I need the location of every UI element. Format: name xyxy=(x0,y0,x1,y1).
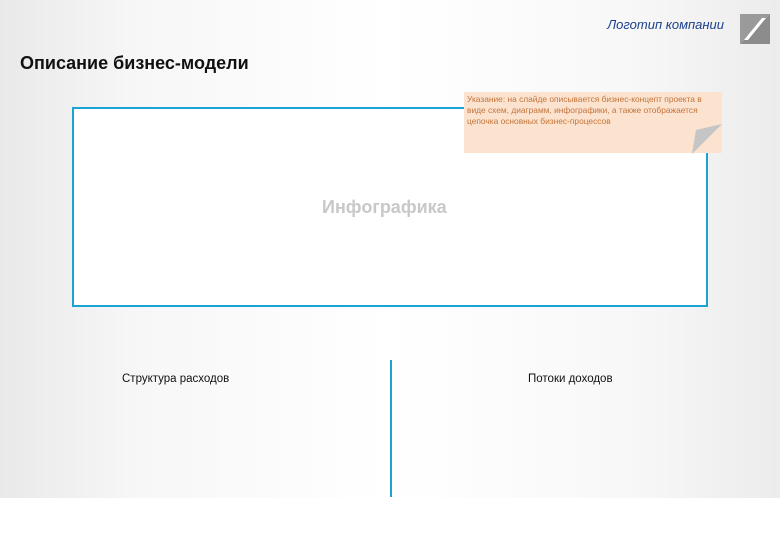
infographic-placeholder: Инфографика xyxy=(322,197,447,217)
note-fold-icon xyxy=(692,124,722,154)
company-logo-text: Логотип компании xyxy=(607,17,724,32)
page-footer-area xyxy=(0,498,780,540)
instruction-note xyxy=(464,92,722,153)
instruction-note-text: Указание: на слайде описывается бизнес-концепт проекта в виде схем, диаграмм, инфографики, а также отображается цепочка основных бизнес-процессов xyxy=(467,94,702,126)
section-divider xyxy=(390,360,392,497)
page-title: Описание бизнес-модели xyxy=(20,53,249,73)
revenue-streams-heading: Потоки доходов xyxy=(528,373,613,385)
slash-square-icon xyxy=(740,14,770,44)
cost-structure-heading: Структура расходов xyxy=(122,373,230,385)
